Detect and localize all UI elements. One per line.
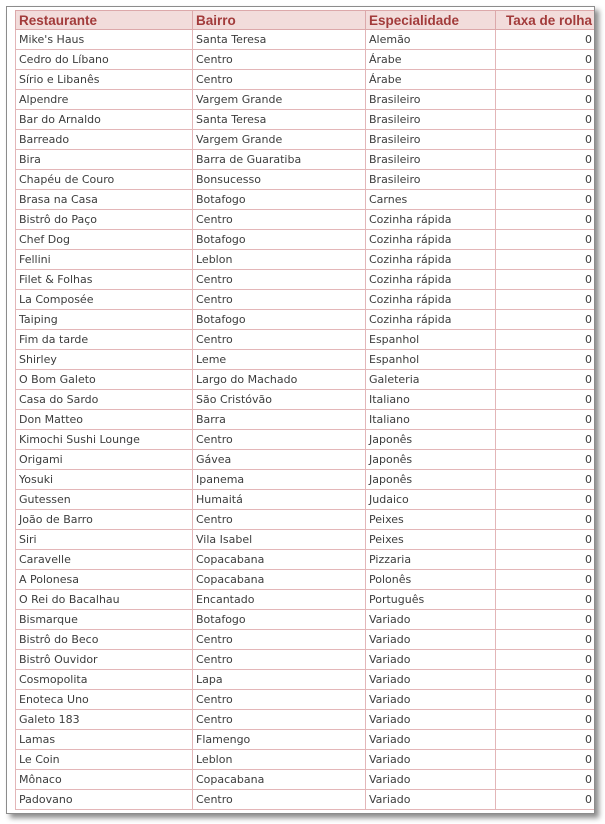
cell-taxa-de-rolha[interactable]: 0 bbox=[496, 50, 596, 70]
table-row bbox=[16, 570, 596, 590]
cell-taxa-de-rolha[interactable]: 0 bbox=[496, 730, 596, 750]
cell-bairro[interactable]: Centro bbox=[193, 330, 366, 350]
cell-bairro[interactable]: Centro bbox=[193, 510, 366, 530]
cell-especialidade[interactable]: Cozinha rápida bbox=[366, 310, 496, 330]
cell-bairro[interactable]: Flamengo bbox=[193, 730, 366, 750]
column-header-bairro[interactable]: Bairro bbox=[193, 11, 366, 30]
cell-especialidade[interactable]: Variado bbox=[366, 730, 496, 750]
cell-restaurante[interactable]: Kimochi Sushi Lounge bbox=[16, 430, 193, 450]
cell-restaurante[interactable]: Bistrô do Beco bbox=[16, 630, 193, 650]
table-row bbox=[16, 450, 596, 470]
cell-taxa-de-rolha[interactable]: 0 bbox=[496, 350, 596, 370]
cell-especialidade[interactable]: Cozinha rápida bbox=[366, 210, 496, 230]
cell-bairro[interactable]: Vila Isabel bbox=[193, 530, 366, 550]
cell-especialidade[interactable]: Japonês bbox=[366, 470, 496, 490]
cell-taxa-de-rolha[interactable]: 0 bbox=[496, 390, 596, 410]
cell-restaurante[interactable]: Cedro do Líbano bbox=[16, 50, 193, 70]
table-row bbox=[16, 730, 596, 750]
table-row bbox=[16, 510, 596, 530]
cell-restaurante[interactable]: Bistrô Ouvidor bbox=[16, 650, 193, 670]
cell-restaurante[interactable]: Yosuki bbox=[16, 470, 193, 490]
cell-bairro[interactable]: Botafogo bbox=[193, 230, 366, 250]
table-row bbox=[16, 750, 596, 770]
cell-bairro[interactable]: Copacabana bbox=[193, 770, 366, 790]
cell-restaurante[interactable]: Bar do Arnaldo bbox=[16, 110, 193, 130]
cell-restaurante[interactable]: Caravelle bbox=[16, 550, 193, 570]
cell-bairro[interactable]: São Cristóvão bbox=[193, 390, 366, 410]
cell-restaurante[interactable]: Fim da tarde bbox=[16, 330, 193, 350]
cell-especialidade[interactable]: Variado bbox=[366, 770, 496, 790]
table-row bbox=[16, 530, 596, 550]
cell-taxa-de-rolha[interactable]: 0 bbox=[496, 570, 596, 590]
table-row bbox=[16, 710, 596, 730]
cell-restaurante[interactable]: Origami bbox=[16, 450, 193, 470]
cell-taxa-de-rolha[interactable]: 0 bbox=[496, 70, 596, 90]
column-header-restaurante[interactable]: Restaurante bbox=[16, 11, 193, 30]
cell-restaurante[interactable]: Bismarque bbox=[16, 610, 193, 630]
cell-restaurante[interactable]: Casa do Sardo bbox=[16, 390, 193, 410]
cell-restaurante[interactable]: Gutessen bbox=[16, 490, 193, 510]
cell-restaurante[interactable]: Cosmopolita bbox=[16, 670, 193, 690]
table-row bbox=[16, 150, 596, 170]
table-row bbox=[16, 130, 596, 150]
cell-restaurante[interactable]: Alpendre bbox=[16, 90, 193, 110]
cell-taxa-de-rolha[interactable]: 0 bbox=[496, 290, 596, 310]
cell-restaurante[interactable]: Sírio e Libanês bbox=[16, 70, 193, 90]
cell-especialidade[interactable]: Variado bbox=[366, 690, 496, 710]
cell-restaurante[interactable]: Chapéu de Couro bbox=[16, 170, 193, 190]
cell-restaurante[interactable]: Mônaco bbox=[16, 770, 193, 790]
cell-bairro[interactable]: Centro bbox=[193, 710, 366, 730]
cell-bairro[interactable]: Barra de Guaratiba bbox=[193, 150, 366, 170]
cell-restaurante[interactable]: Enoteca Uno bbox=[16, 690, 193, 710]
cell-especialidade[interactable]: Brasileiro bbox=[366, 90, 496, 110]
table-row bbox=[16, 250, 596, 270]
cell-restaurante[interactable]: Don Matteo bbox=[16, 410, 193, 430]
table-row bbox=[16, 290, 596, 310]
cell-bairro[interactable]: Santa Teresa bbox=[193, 110, 366, 130]
cell-taxa-de-rolha[interactable]: 0 bbox=[496, 170, 596, 190]
table-row bbox=[16, 650, 596, 670]
cell-especialidade[interactable]: Japonês bbox=[366, 430, 496, 450]
cell-taxa-de-rolha[interactable]: 0 bbox=[496, 470, 596, 490]
cell-especialidade[interactable]: Espanhol bbox=[366, 330, 496, 350]
cell-restaurante[interactable]: Mike's Haus bbox=[16, 30, 193, 50]
cell-taxa-de-rolha[interactable]: 0 bbox=[496, 330, 596, 350]
table-row bbox=[16, 330, 596, 350]
table-row bbox=[16, 590, 596, 610]
cell-especialidade[interactable]: Polonês bbox=[366, 570, 496, 590]
cell-taxa-de-rolha[interactable]: 0 bbox=[496, 410, 596, 430]
header-row bbox=[16, 11, 596, 30]
table-row bbox=[16, 30, 596, 50]
cell-taxa-de-rolha[interactable]: 0 bbox=[496, 490, 596, 510]
table-frame bbox=[6, 6, 595, 814]
table-row bbox=[16, 690, 596, 710]
cell-especialidade[interactable]: Variado bbox=[366, 790, 496, 810]
table-row bbox=[16, 790, 596, 810]
cell-taxa-de-rolha[interactable]: 0 bbox=[496, 190, 596, 210]
cell-taxa-de-rolha[interactable]: 0 bbox=[496, 790, 596, 810]
cell-especialidade[interactable]: Galeteria bbox=[366, 370, 496, 390]
table-row bbox=[16, 210, 596, 230]
table-row bbox=[16, 390, 596, 410]
cell-restaurante[interactable]: La Composée bbox=[16, 290, 193, 310]
cell-taxa-de-rolha[interactable]: 0 bbox=[496, 450, 596, 470]
cell-bairro[interactable]: Barra bbox=[193, 410, 366, 430]
table-row bbox=[16, 430, 596, 450]
cell-especialidade[interactable]: Brasileiro bbox=[366, 150, 496, 170]
cell-taxa-de-rolha[interactable]: 0 bbox=[496, 130, 596, 150]
cell-taxa-de-rolha[interactable]: 0 bbox=[496, 30, 596, 50]
cell-taxa-de-rolha[interactable]: 0 bbox=[496, 90, 596, 110]
table-row bbox=[16, 50, 596, 70]
cell-especialidade[interactable]: Variado bbox=[366, 750, 496, 770]
cell-bairro[interactable]: Largo do Machado bbox=[193, 370, 366, 390]
cell-especialidade[interactable]: Peixes bbox=[366, 530, 496, 550]
cell-bairro[interactable]: Centro bbox=[193, 210, 366, 230]
cell-taxa-de-rolha[interactable]: 0 bbox=[496, 610, 596, 630]
table-row bbox=[16, 630, 596, 650]
cell-bairro[interactable]: Botafogo bbox=[193, 310, 366, 330]
cell-bairro[interactable]: Encantado bbox=[193, 590, 366, 610]
cell-taxa-de-rolha[interactable]: 0 bbox=[496, 530, 596, 550]
cell-bairro[interactable]: Copacabana bbox=[193, 550, 366, 570]
table-body bbox=[16, 30, 596, 810]
cell-restaurante[interactable]: Galeto 183 bbox=[16, 710, 193, 730]
cell-taxa-de-rolha[interactable]: 0 bbox=[496, 710, 596, 730]
cell-bairro[interactable]: Santa Teresa bbox=[193, 30, 366, 50]
cell-bairro[interactable]: Vargem Grande bbox=[193, 90, 366, 110]
table-row bbox=[16, 230, 596, 250]
table-row bbox=[16, 670, 596, 690]
cell-especialidade[interactable]: Brasileiro bbox=[366, 130, 496, 150]
cell-especialidade[interactable]: Judaico bbox=[366, 490, 496, 510]
cell-taxa-de-rolha[interactable]: 0 bbox=[496, 270, 596, 290]
cell-taxa-de-rolha[interactable]: 0 bbox=[496, 550, 596, 570]
cell-especialidade[interactable]: Italiano bbox=[366, 390, 496, 410]
cell-bairro[interactable]: Vargem Grande bbox=[193, 130, 366, 150]
cell-especialidade[interactable]: Pizzaria bbox=[366, 550, 496, 570]
cell-bairro[interactable]: Centro bbox=[193, 50, 366, 70]
cell-bairro[interactable]: Centro bbox=[193, 270, 366, 290]
table-row bbox=[16, 110, 596, 130]
cell-especialidade[interactable]: Cozinha rápida bbox=[366, 290, 496, 310]
cell-especialidade[interactable]: Peixes bbox=[366, 510, 496, 530]
table-row bbox=[16, 190, 596, 210]
cell-especialidade[interactable]: Brasileiro bbox=[366, 170, 496, 190]
cell-bairro[interactable]: Centro bbox=[193, 630, 366, 650]
cell-taxa-de-rolha[interactable]: 0 bbox=[496, 650, 596, 670]
cell-especialidade[interactable]: Cozinha rápida bbox=[366, 250, 496, 270]
cell-taxa-de-rolha[interactable]: 0 bbox=[496, 750, 596, 770]
cell-bairro[interactable]: Centro bbox=[193, 690, 366, 710]
cell-restaurante[interactable]: O Bom Galeto bbox=[16, 370, 193, 390]
cell-restaurante[interactable]: Brasa na Casa bbox=[16, 190, 193, 210]
cell-taxa-de-rolha[interactable]: 0 bbox=[496, 770, 596, 790]
cell-bairro[interactable]: Centro bbox=[193, 290, 366, 310]
cell-restaurante[interactable]: A Polonesa bbox=[16, 570, 193, 590]
cell-especialidade[interactable]: Variado bbox=[366, 650, 496, 670]
cell-taxa-de-rolha[interactable]: 0 bbox=[496, 250, 596, 270]
cell-bairro[interactable]: Leblon bbox=[193, 750, 366, 770]
cell-bairro[interactable]: Centro bbox=[193, 430, 366, 450]
table-row bbox=[16, 70, 596, 90]
cell-taxa-de-rolha[interactable]: 0 bbox=[496, 370, 596, 390]
cell-restaurante[interactable]: Siri bbox=[16, 530, 193, 550]
cell-especialidade[interactable]: Variado bbox=[366, 670, 496, 690]
cell-taxa-de-rolha[interactable]: 0 bbox=[496, 210, 596, 230]
cell-restaurante[interactable]: Padovano bbox=[16, 790, 193, 810]
cell-especialidade[interactable]: Carnes bbox=[366, 190, 496, 210]
cell-taxa-de-rolha[interactable]: 0 bbox=[496, 310, 596, 330]
table-row bbox=[16, 170, 596, 190]
table-row bbox=[16, 550, 596, 570]
table-row bbox=[16, 770, 596, 790]
cell-especialidade[interactable]: Espanhol bbox=[366, 350, 496, 370]
cell-bairro[interactable]: Ipanema bbox=[193, 470, 366, 490]
cell-restaurante[interactable]: Bira bbox=[16, 150, 193, 170]
cell-bairro[interactable]: Leblon bbox=[193, 250, 366, 270]
cell-bairro[interactable]: Copacabana bbox=[193, 570, 366, 590]
cell-especialidade[interactable]: Variado bbox=[366, 610, 496, 630]
cell-restaurante[interactable]: O Rei do Bacalhau bbox=[16, 590, 193, 610]
table-row bbox=[16, 370, 596, 390]
cell-restaurante[interactable]: Taiping bbox=[16, 310, 193, 330]
table-row bbox=[16, 350, 596, 370]
cell-taxa-de-rolha[interactable]: 0 bbox=[496, 670, 596, 690]
cell-bairro[interactable]: Centro bbox=[193, 650, 366, 670]
table-row bbox=[16, 490, 596, 510]
cell-restaurante[interactable]: Chef Dog bbox=[16, 230, 193, 250]
cell-especialidade[interactable]: Português bbox=[366, 590, 496, 610]
cell-taxa-de-rolha[interactable]: 0 bbox=[496, 150, 596, 170]
cell-restaurante[interactable]: Bistrô do Paço bbox=[16, 210, 193, 230]
cell-especialidade[interactable]: Japonês bbox=[366, 450, 496, 470]
cell-bairro[interactable]: Gávea bbox=[193, 450, 366, 470]
cell-bairro[interactable]: Bonsucesso bbox=[193, 170, 366, 190]
cell-taxa-de-rolha[interactable]: 0 bbox=[496, 510, 596, 530]
cell-restaurante[interactable]: Shirley bbox=[16, 350, 193, 370]
cell-bairro[interactable]: Lapa bbox=[193, 670, 366, 690]
cell-especialidade[interactable]: Variado bbox=[366, 710, 496, 730]
cell-especialidade[interactable]: Alemão bbox=[366, 30, 496, 50]
cell-restaurante[interactable]: Le Coin bbox=[16, 750, 193, 770]
column-header-taxa-de-rolha[interactable]: Taxa de rolha bbox=[496, 11, 596, 30]
cell-taxa-de-rolha[interactable]: 0 bbox=[496, 690, 596, 710]
cell-bairro[interactable]: Centro bbox=[193, 790, 366, 810]
restaurants-table bbox=[15, 10, 595, 810]
cell-taxa-de-rolha[interactable]: 0 bbox=[496, 430, 596, 450]
cell-especialidade[interactable]: Variado bbox=[366, 630, 496, 650]
cell-especialidade[interactable]: Árabe bbox=[366, 70, 496, 90]
cell-restaurante[interactable]: Lamas bbox=[16, 730, 193, 750]
cell-bairro[interactable]: Humaitá bbox=[193, 490, 366, 510]
cell-taxa-de-rolha[interactable]: 0 bbox=[496, 110, 596, 130]
table-row bbox=[16, 410, 596, 430]
cell-especialidade[interactable]: Brasileiro bbox=[366, 110, 496, 130]
cell-taxa-de-rolha[interactable]: 0 bbox=[496, 230, 596, 250]
table-row bbox=[16, 90, 596, 110]
cell-restaurante[interactable]: João de Barro bbox=[16, 510, 193, 530]
column-header-especialidade[interactable]: Especialidade bbox=[366, 11, 496, 30]
cell-especialidade[interactable]: Cozinha rápida bbox=[366, 230, 496, 250]
cell-bairro[interactable]: Botafogo bbox=[193, 610, 366, 630]
cell-bairro[interactable]: Botafogo bbox=[193, 190, 366, 210]
table-row bbox=[16, 310, 596, 330]
cell-bairro[interactable]: Centro bbox=[193, 70, 366, 90]
cell-especialidade[interactable]: Árabe bbox=[366, 50, 496, 70]
table-row bbox=[16, 270, 596, 290]
table-row bbox=[16, 610, 596, 630]
cell-restaurante[interactable]: Barreado bbox=[16, 130, 193, 150]
table-row bbox=[16, 470, 596, 490]
cell-taxa-de-rolha[interactable]: 0 bbox=[496, 590, 596, 610]
cell-taxa-de-rolha[interactable]: 0 bbox=[496, 630, 596, 650]
cell-restaurante[interactable]: Filet & Folhas bbox=[16, 270, 193, 290]
cell-especialidade[interactable]: Italiano bbox=[366, 410, 496, 430]
cell-bairro[interactable]: Leme bbox=[193, 350, 366, 370]
cell-restaurante[interactable]: Fellini bbox=[16, 250, 193, 270]
cell-especialidade[interactable]: Cozinha rápida bbox=[366, 270, 496, 290]
